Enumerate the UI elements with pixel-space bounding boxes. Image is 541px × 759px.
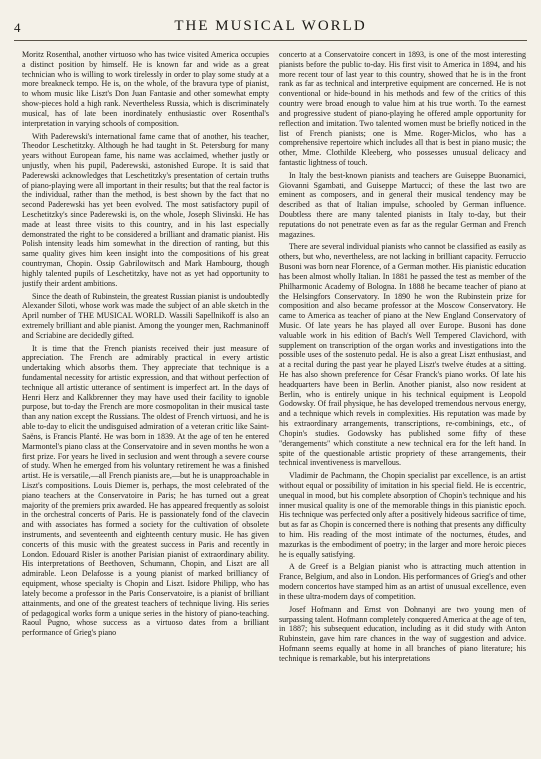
- page-number: 4: [14, 20, 21, 35]
- paragraph: Josef Hofmann and Ernst von Dohnanyi are two young men of surpassing talent. Hofmann completely conquered America at the age of ten, in 1887; his subsequent education, including as it did study with Anton Rubinstein, gave him rare chances in the way of suggestion and advice. Hofmann seems equally at home in all branches of piano literature; his technique is remarkable, but his interpretations: [279, 604, 526, 663]
- paragraph: A de Greef is a Belgian pianist who is attracting much attention in France, Belgium, and also in London. His performances of Grieg's and other modern concertos have stamped him as an artist of unusual excellence, even in these ultra-modern days of competition.: [279, 562, 526, 601]
- right-column: [279, 50, 526, 749]
- paragraph: In Italy the best-known pianists and teachers are Guiseppe Buonamici, Giovanni Sgambati, and Guiseppe Martucci; of these the last two are eminent as composers, and in general their musical tendency may be described as that of Italian impulse, schooled by German influence. Doubtless there are many talented pianists in Italy to-day, but their reputations do not penetrate even as far as the regular German and French magazines.: [279, 170, 526, 239]
- paragraph: There are several individual pianists who cannot be classified as easily as others, but who, nevertheless, are not lacking in brilliant capacity. Ferruccio Busoni was born near Florence, of a German mother. His pianistic education has been almost wholly Italian. In 1881 he passed the test as member of the Philharmonic Academy of Bologna. In 1888 he became teacher of piano at the Helsingfors Conservatory. In 1890 he won the Rubinstein prize for composition and also became professor at the Moscow Conservatory. He came to America as teacher of piano at the New England Conservatory of Music. Of late years he has played all over Europe. Busoni has done valuable work in his edition of Bach's Well Tempered Clavichord, with supplement on transcription of the organ works and investigations into the possible uses of the sostenuto pedal. He is also a great Liszt enthusiast, and at a recital during the past year he played Liszt's twelve études at a sitting. He has also shown preference for César Franck's piano works. Of late his headquarters have been in Berlin. Another pianist, also now resident at Berlin, who is entirely unique in his technical equipment is Leopold Godowsky. Of frail physique, he has developed tremendous nervous energy, and a technique which revels in complexities. His reputation was made by his extraordinary arrangements, transcriptions, re-combinings, etc., of Chopin's studies. Godowsky has published some fifty of these "derangements" which constitute a new technical era for the left hand. In spite of the questionable artistic propriety of these arrangements, their technical inventiveness is marvellous.: [279, 242, 526, 468]
- left-column: [22, 50, 269, 749]
- paragraph: concerto at a Conservatoire concert in 1893, is one of the most interesting pianists before the public to-day. His first visit to America in 1894, and his more recent tour of last year to this country, showed that he is in the front rank as far as technical and interpretive equipment are concerned. He is not conventional or hide-bound in his methods and few of the critics of this country were broad enough to value him at his true worth. To the earnest and progressive student of piano-playing he offered ample opportunity for reflection and imitation. Two talented women must be briefly noticed in the list of French pianists; one is Mme. Roger-Miclos, who has a comprehensive repertoire which includes all that is best in piano music; the other, Mme. Clothilde Kleeberg, who possesses unusual delicacy and fantastic lightness of touch.: [279, 50, 526, 167]
- header-rule: [14, 40, 527, 41]
- article-body: [22, 50, 526, 749]
- paragraph: With Paderewski's international fame came that of another, his teacher, Theodor Leschetitzky. Although he had taught in St. Petersburg for many years without European fame, his name was acclaimed, whether justly or unjustly, when his pupil, Paderewski, astonished Europe. It is said that Paderewski acknowledges that Leschetitzky's presentation of certain truths of piano-playing were all important in their results; but that the real factor is the individual, rather than the method, is best shown by the fact that no second Paderewski has yet been evolved. The most satisfactory pupil of Leschetitzky's since Paderewski is, on the whole, Joseph Slivinski. He has made at least three visits to this country, and in his last especially demonstrated the right to be considered a brilliant and dramatic pianist. His Polish intensity leads him somewhat in the direction of ranting, but this same quality gives him keen insight into the compositions of his great countryman, Chopin. Ossip Gabrilowitsch and Mark Hambourg, though highly talented pupils of Leschetitzky, have not as yet had opportunity to justify their ardent ambitions.: [22, 131, 269, 288]
- paragraph: Vladimir de Pachmann, the Chopin specialist par excellence, is an artist without equal or possibility of imitation in his special field. He is eccentric, unequal in mood, but his complete absorption of Chopin's technique and his inner musical quality is one of the memorable things in this pianistic epoch. His technique was perfected only after a positively hideous sacrifice of time, but as far as Chopin is concerned there is nothing that presents any difficulty to him. His reading of the most intimate of the nocturnes, études, and mazurkas is the embodiment of poetry; in the larger and more heroic pieces he is equally satisfying.: [279, 471, 526, 559]
- paragraph: Moritz Rosenthal, another virtuoso who has twice visited America occupies a distinct position by himself. He is known far and wide as a great technician who is willing to work tirelessly in order to play some study at a more breakneck tempo. He is, on the whole, of the bravura type of pianist, to whom music like Liszt's Don Juan Fantasie and other somewhat empty show-pieces hold a high rank. Nevertheless Russia, which is discriminately musical, has of late been inordinately enthusiastic over Rosenthal's interpretation in varying schools of composition.: [22, 50, 269, 128]
- running-head: THE MUSICAL WORLD: [174, 18, 367, 34]
- paragraph: It is time that the French pianists received their just measure of appreciation. The French are admirably practical in every artistic undertaking which absorbs them. They appreciate that technique is a fundamental necessity for artistic expression, and that without perfection of technique all artistic utterance of sentiment is imperfect art. In the days of Henri Herz and Kalkbrenner they may have used their facility to ignoble purpose, but to-day the French are more cosmopolitan in their musical taste than any nation except the Russians. The oldest of French virtuosi, and he is able to-day to elicit the undisguised admiration of a veteran critic like Saint-Saëns, is Francis Planté. He was born in 1839. At the age of ten he entered Marmontel's piano class at the Conservatoire and in seven months he won a first prize. For years he lived in seclusion and went through a severe course of study. When he emerged from his voluntary retirement he was a finished artist. He is versatile,—all French pianists are,—but he is unapproachable in Liszt's compositions. Louis Diemer is, perhaps, the most celebrated of the piano teachers at the Conservatoire in Paris; he has turned out a great majority of the premiers prix awarded. He has appeared frequently as soloist in the orchestral concerts of Paris. He is passionately fond of the clavecin and with associates has formed a society for the cultivation of obsolete instruments, and seventeenth and eighteenth century music. He has given concerts of this music with the greatest success in Paris and recently in London. Edouard Risler is another Parisian pianist of extraordinary ability. His interpretations of Beethoven, Schumann, Chopin, and Liszt are all admirable. Leon Delafosse is a young pianist of marked brilliancy of equipment, whose specialty is Chopin and Liszt. Isidore Philipp, who has lately become a professor in the Paris Conservatoire, is a pianist of brilliant attainments, and one of the greatest teachers of technique living. His series of pedagogical works form a unique series in the history of piano-teaching. Raoul Pugno, whose success as a virtuoso dates from a brilliant performance of Grieg's piano: [22, 343, 269, 638]
- paragraph: Since the death of Rubinstein, the greatest Russian pianist is undoubtedly Alexander Siloti, whose work was made the subject of an able sketch in the April number of THE MUSICAL WORLD. Wassili Sapellnikoff is also an extremely brilliant and able pianist. Among the younger men, Rachmaninoff and Scriabine are decidedly gifted.: [22, 291, 269, 340]
